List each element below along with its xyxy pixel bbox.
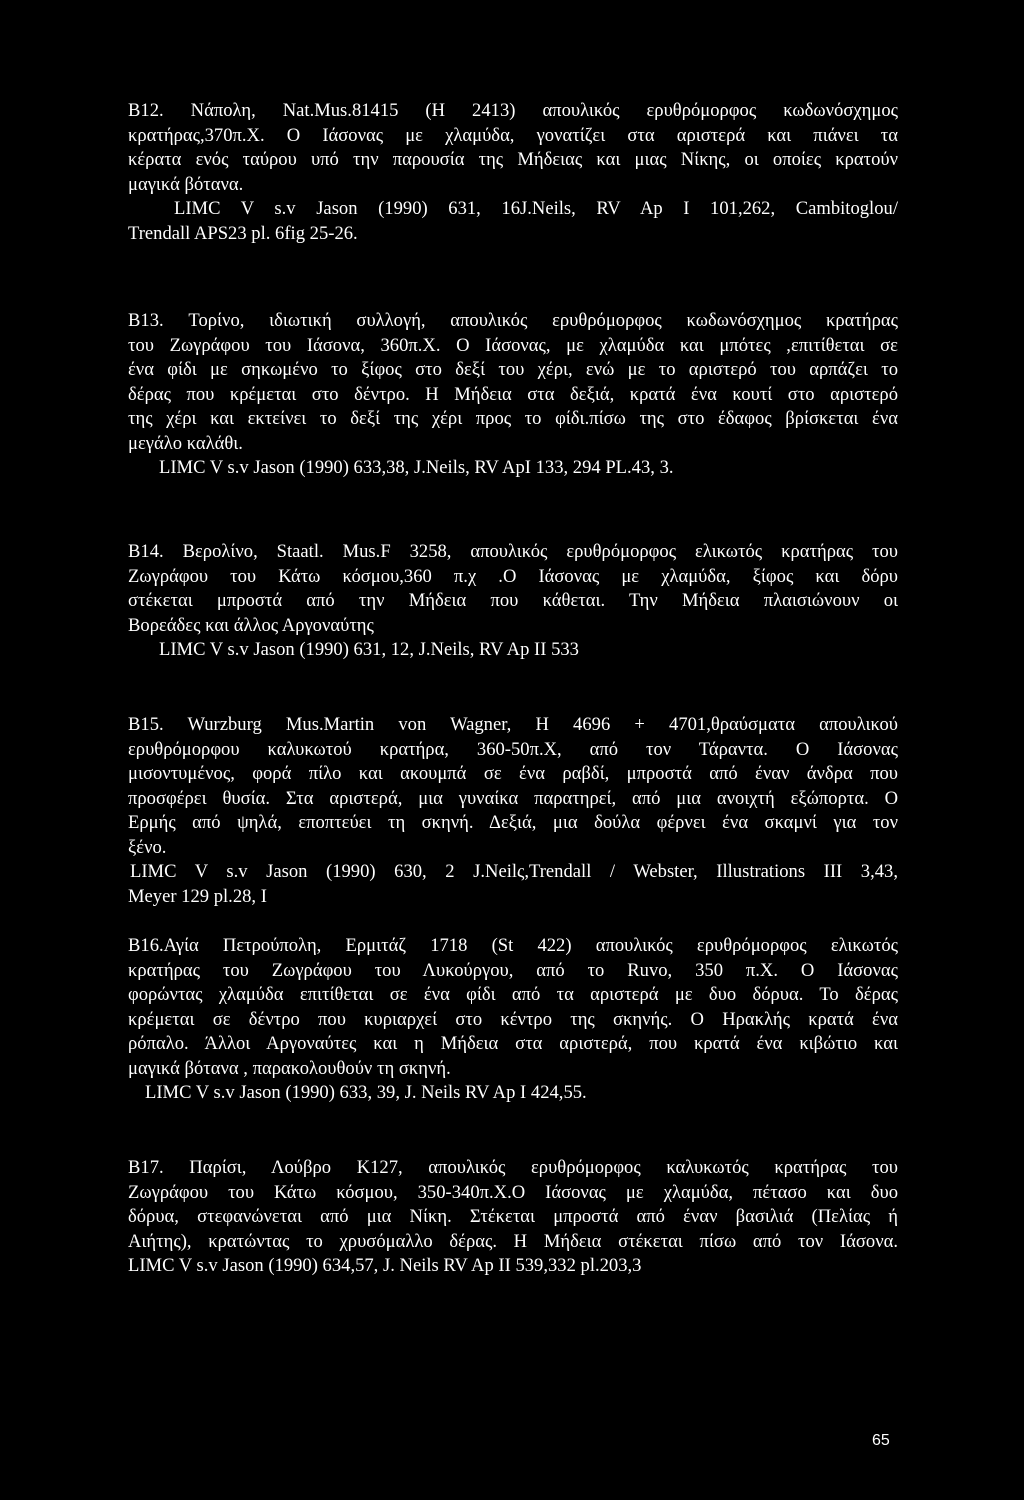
entry-text-line: στέκεται μπροστά από την Μήδεια που κάθεται. Την Μήδεια πλαισιώνουν οι (128, 590, 898, 611)
catalogue-entry-b12 (128, 99, 898, 246)
entry-reference-line: LIMC V s.v Jason (1990) 634,57, J. Neils RV Ap II 539,332 pl.203,3 (128, 1255, 642, 1276)
entry-text-line: του Ζωγράφου του Ιάσονα, 360π.Χ. Ο Ιάσονας, με χλαμύδα και μπότες ,επιτίθεται σε (128, 334, 898, 356)
entry-text-line: της χέρι και εκτείνει το δεξί της χέρι προς το φίδι.πίσω της στο έδαφος βρίσκεται ένα (128, 408, 898, 429)
entry-text-line: κρατήρας,370π.Χ. Ο Ιάσονας με χλαμύδα, γονατίζει στα αριστερά και πιάνει τα (128, 124, 898, 146)
catalogue-entry-b16 (128, 934, 898, 1106)
entry-text-line: φορώντας χλαμύδα επιτίθεται σε ένα φίδι από τα αριστερά με δυο δόρυα. Το δέρας (128, 984, 898, 1005)
entry-text-line: μαγικά βότανα. (128, 173, 244, 195)
entry-text-line: κρατήρας του Ζωγράφου του Λυκούργου, από το Ruvo, 350 π.Χ. Ο Ιάσονας (128, 959, 898, 981)
entry-text-line: κέρατα ενός ταύρου υπό την παρουσία της Μήδειας και μιας Νίκης, οι οποίες κρατούν (128, 149, 898, 170)
entry-text-line: Ζωγράφου του Κάτω κόσμου,360 π.χ .Ο Ιάσονας με χλαμύδα, ξίφος και δόρυ (128, 565, 898, 587)
entry-reference-line: Trendall APS23 pl. 6fig 25-26. (128, 222, 358, 244)
entry-text-line: μαγικά βότανα , παρακολουθούν τη σκηνή. (128, 1057, 451, 1079)
catalogue-entry-b14 (128, 540, 898, 663)
entry-reference-line: LIMC V s.v Jason (1990) 630, 2 J.Neilς,Trendall / Webster, Illustrations III 3,43, (130, 861, 898, 882)
catalogue-entry-b13 (128, 309, 898, 481)
entry-reference-line: LIMC V s.v Jason (1990) 631, 12, J.Neils, RV Ap II 533 (159, 639, 579, 660)
entry-reference-line: Meyer 129 pl.28, I (128, 885, 267, 907)
entry-text-line: B13. Τορίνο, ιδιωτική συλλογή, απουλικός ερυθρόμορφος κωδωνόσχημος κρατήρας (128, 310, 898, 331)
entry-text-line: προσφέρει θυσία. Στα αριστερά, μια γυναίκα παρατηρεί, από μια ανοιχτή εξώπορτα. Ο (128, 787, 898, 809)
page-number: 65 (872, 1432, 890, 1449)
entry-text-line: δέρας που κρέμεται στο δέντρο. Η Μήδεια στα δεξιά, κρατά ένα κουτί στο αριστερό (128, 383, 898, 405)
entry-text-line: B15. Wurzburg Mus.Martin von Wagner, H 4696 + 4701,θραύσματα απουλικού (128, 714, 898, 735)
entry-text-line: δόρυα, στεφανώνεται από μια Νίκη. Στέκεται μπροστά από έναν βασιλιά (Πελίας ή (128, 1206, 898, 1227)
entry-reference-line: LIMC V s.v Jason (1990) 633, 39, J. Neils RV Ap I 424,55. (145, 1082, 587, 1103)
entry-text-line: κρέμεται σε δέντρο που κυριαρχεί στο κέντρο της σκηνής. Ο Ηρακλής κρατά ένα (128, 1008, 898, 1030)
entry-reference-line: LIMC V s.v Jason (1990) 633,38, J.Neils, RV ApI 133, 294 PL.43, 3. (159, 457, 674, 478)
entry-text-line: Αιήτης), κρατώντας το χρυσόμαλλο δέρας. Η Μήδεια στέκεται πίσω από τον Ιάσονα. (128, 1230, 898, 1252)
entry-text-line: ένα φίδι με σηκωμένο το ξίφος στο δεξί του χέρι, ενώ με το αριστερό του αρπάζει το (128, 359, 898, 380)
entry-text-line: ερυθρόμορφου καλυκωτού κρατήρα, 360-50π.Χ, από τον Τάραντα. Ο Ιάσονας (128, 738, 898, 760)
entry-text-line: B12. Νάπολη, Nat.Mus.81415 (H 2413) απουλικός ερυθρόμορφος κωδωνόσχημος (128, 100, 898, 121)
entry-text-line: Ερμής από ψηλά, εποπτεύει τη σκηνή. Δεξιά, μια δούλα φέρνει ένα σκαμνί για τον (128, 812, 898, 833)
entry-text-line: μισοντυμένος, φορά πίλο και ακουμπά σε ένα ραβδί, μπροστά από έναν άνδρα που (128, 763, 898, 784)
entry-text-line: B16.Αγία Πετρούπολη, Ερμιτάζ 1718 (St 422) απουλικός ερυθρόμορφος ελικωτός (128, 935, 898, 956)
entry-text-line: B14. Βερολίνο, Staatl. Mus.F 3258, απουλικός ερυθρόμορφος ελικωτός κρατήρας του (128, 541, 898, 562)
entry-text-line: ρόπαλο. Άλλοι Αργοναύτες και η Μήδεια στα αριστερά, που κρατά ένα κιβώτιο και (128, 1033, 898, 1054)
catalogue-entry-b17 (128, 1156, 898, 1279)
entry-text-line: Βορεάδες και άλλος Αργοναύτης (128, 614, 374, 636)
entry-text-line: B17. Παρίσι, Λούβρο K127, απουλικός ερυθρόμορφος καλυκωτός κρατήρας του (128, 1157, 898, 1178)
entry-reference-line: LIMC V s.v Jason (1990) 631, 16J.Neils, RV Ap I 101,262, Cambitoglou/ (174, 198, 898, 219)
catalogue-entry-b15 (128, 713, 898, 909)
entry-text-line: μεγάλο καλάθι. (128, 432, 243, 454)
entry-text-line: Ζωγράφου του Κάτω κόσμου, 350-340π.Χ.Ο Ιάσονας με χλαμύδα, πέτασο και δυο (128, 1181, 898, 1203)
entry-text-line: ξένο. (128, 836, 167, 858)
